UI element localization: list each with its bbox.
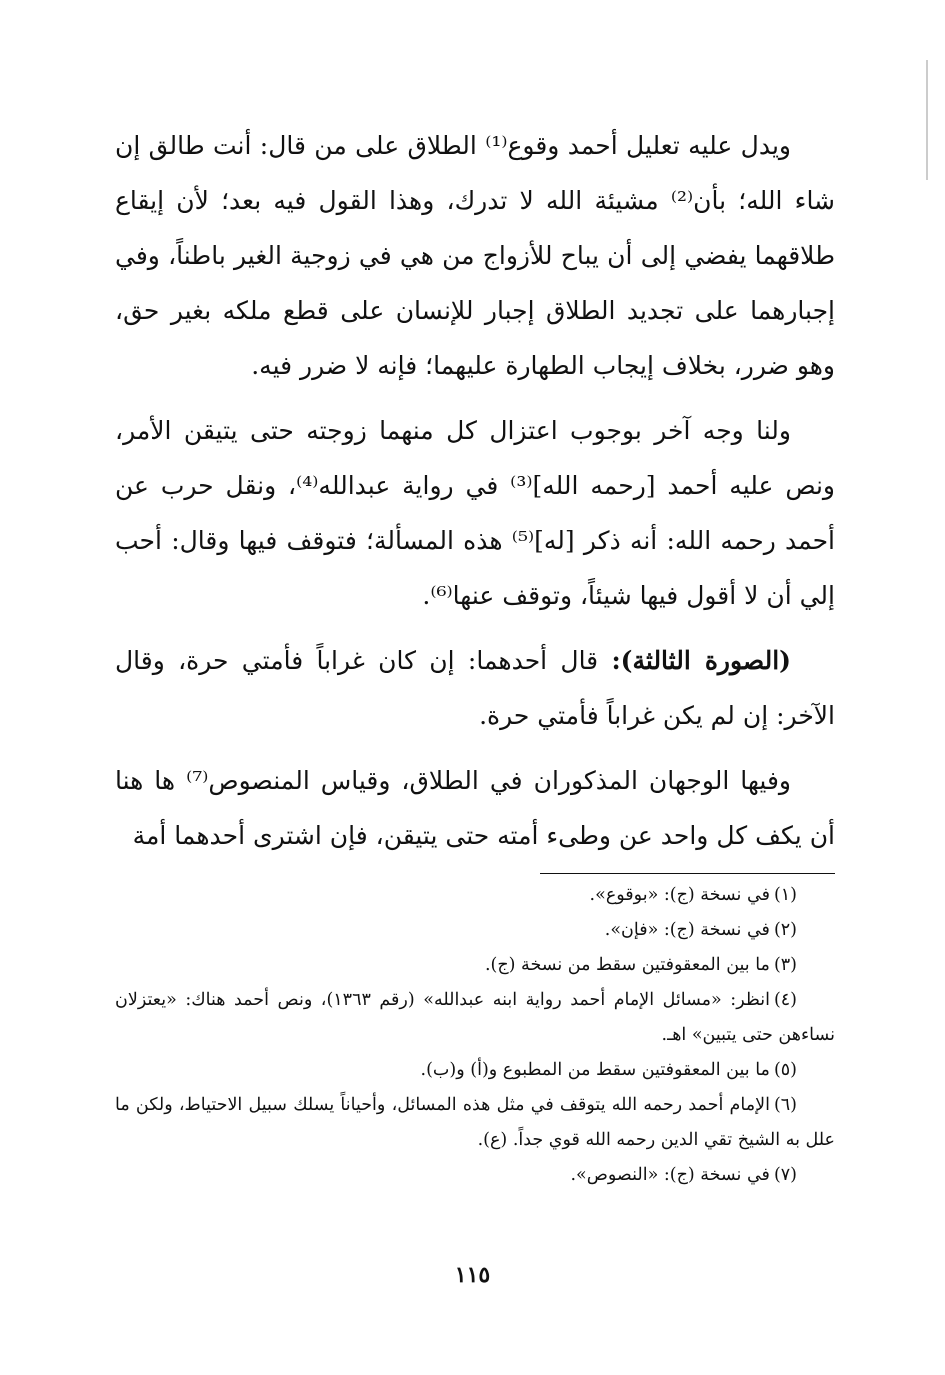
footnote-number: (٥) (773, 1060, 797, 1080)
paragraph-2: ولنا وجه آخر بوجوب اعتزال كل منهما زوجته حتى يتيقن الأمر، ونص عليه أحمد [رحمه الله]⁽³⁾ في رواية عبدالله⁽⁴⁾، ونقل حرب عن أحمد رحمه الله: أنه ذكر [له]⁽⁵⁾ هذه المسألة؛ فتوقف فيها وقال: أحب إلي أن لا أقول فيها شيئاً، وتوقف عنها⁽⁶⁾. (115, 416, 836, 610)
footnote-text: في نسخة (ج): «بوقوع». (589, 885, 770, 905)
footnote-2 (115, 913, 835, 948)
paragraph-4: وفيها الوجهان المذكوران في الطلاق، وقياس المنصوص⁽⁷⁾ ها هنا أن يكف كل واحد عن وطىء أمته حتى يتيقن، فإن اشترى أحدهما أمة (115, 766, 835, 850)
footnote-number: (٢) (773, 920, 797, 940)
footnote-5 (115, 1053, 835, 1088)
footnote-text: ما بين المعقوفتين سقط من نسخة (ج). (484, 955, 770, 975)
footnote-separator (540, 873, 835, 874)
paragraph-1: ويدل عليه تعليل أحمد وقوع⁽¹⁾ الطلاق على من قال: أنت طالق إن شاء الله؛ بأن⁽²⁾ مشيئة الله لا تدرك، وهذا القول فيه بعد؛ لأن إيقاع طلاقهما يفضي إلى أن يباح للأزواج من هي في زوجية الغير باطناً، وفي إجبارهما على تجديد الطلاق إجبار للإنسان على قطع ملكه بغير حق، وهو ضرر، بخلاف إيجاب الطهارة عليهما؛ فإنه لا ضرر فيه. (115, 131, 836, 380)
footnotes (115, 878, 835, 1193)
page-body (115, 118, 835, 1193)
paragraph-section-3 (115, 633, 835, 743)
footnote-3 (115, 948, 835, 983)
footnote-number: (١) (773, 885, 797, 905)
page-number: ١١٥ (454, 1262, 491, 1288)
footnote-number: (٣) (773, 955, 797, 975)
footnote-text: في نسخة (ج): «فإن». (604, 920, 770, 940)
footnote-text: انظر: «مسائل الإمام أحمد رواية ابنه عبدالله» (رقم ١٣٦٣)، ونص أحمد هناك: «يعتزلان نساءهن حتى يتبين» اهـ. (115, 990, 835, 1045)
footnote-text: الإمام أحمد رحمه الله يتوقف في مثل هذه المسائل، وأحياناً يسلك سبيل الاحتياط، ولكن ما علل به الشيخ تقي الدين رحمه الله قوي جداً. (ع). (115, 1095, 835, 1150)
section-heading: (الصورة الثالثة): (611, 646, 791, 675)
scan-edge-mark (926, 60, 928, 180)
footnote-text: ما بين المعقوفتين سقط من المطبوع و(أ) و(ب). (420, 1060, 770, 1080)
footnote-number: (٤) (773, 990, 797, 1010)
section-text: قال أحدهما: إن كان غراباً فأمتي حرة، وقال الآخر: إن لم يكن غراباً فأمتي حرة. (115, 646, 835, 730)
footnote-text: في نسخة (ج): «النصوص». (570, 1165, 770, 1185)
footnote-1 (115, 878, 835, 913)
footnote-7 (115, 1158, 835, 1193)
footnote-6 (115, 1088, 835, 1158)
footnote-4 (115, 983, 835, 1053)
footnote-number: (٧) (773, 1165, 797, 1185)
footnote-number: (٦) (773, 1095, 797, 1115)
